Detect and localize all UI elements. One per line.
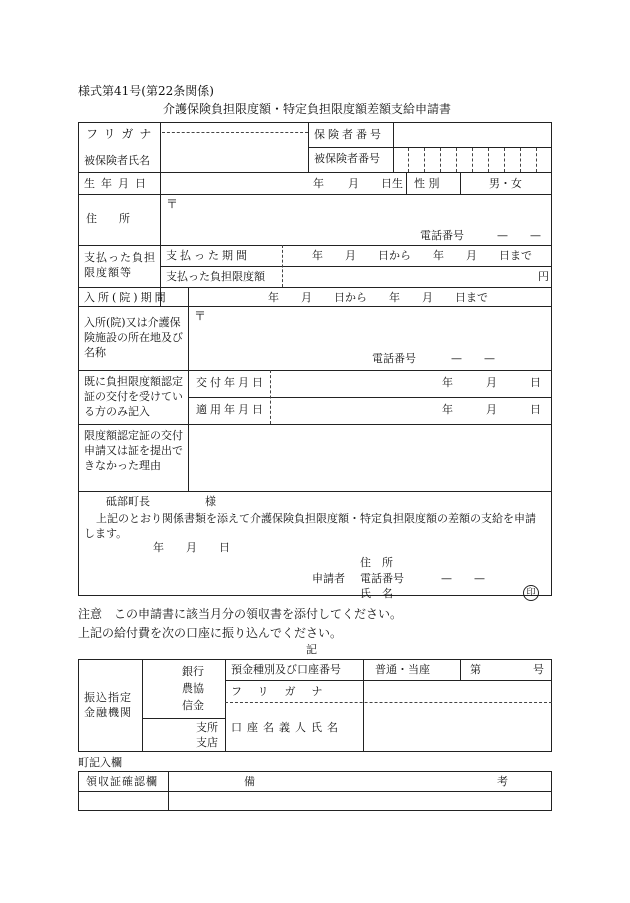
apply-date-label: 適用年月日 <box>196 403 266 416</box>
postal-mark: 〒 <box>166 197 179 211</box>
sex-options[interactable]: 男・女 <box>489 177 522 190</box>
applicant-phone-dashes: — — <box>441 572 485 585</box>
phone-label: 電話番号 <box>420 229 464 242</box>
account-type-value[interactable]: 普通・当座 <box>375 663 430 676</box>
birth-day: 日生 <box>381 177 403 190</box>
receipt-label: 領収証確認欄 <box>86 775 158 788</box>
already-label: 既に負担限度額認定証の交付を受けている方のみ記入 <box>84 375 183 418</box>
sex-label: 性 別 <box>414 177 440 190</box>
note: 注意 この申請書に該当月分の領収書を添付してください。 <box>78 607 403 621</box>
paid-period-format: 年 月 日から 年 月 日まで <box>312 249 532 262</box>
applicant-name-label: 氏 名 <box>360 587 393 600</box>
apply-date-format: 年 月 日 <box>442 403 541 416</box>
number-prefix: 第 <box>470 663 481 676</box>
applicant-address-label: 住 所 <box>360 556 393 569</box>
remarks-label: 備 考 <box>244 775 508 788</box>
facility-phone-label: 電話番号 <box>372 352 416 365</box>
number-suffix: 号 <box>533 663 544 676</box>
branch-type-shisho: 支所 <box>196 721 218 734</box>
account-furigana-label: フリガナ <box>231 685 339 698</box>
declaration-date: 年 月 日 <box>153 541 230 554</box>
birth-year: 年 <box>313 177 324 190</box>
account-type-label: 預金種別及び口座番号 <box>231 663 341 676</box>
issue-date-label: 交付年月日 <box>196 376 266 389</box>
town-section-label: 町記入欄 <box>78 756 122 769</box>
furigana-label: フリガナ <box>86 127 158 141</box>
branch-type-shiten: 支店 <box>196 736 218 749</box>
ki-label: 記 <box>306 643 317 656</box>
account-holder-label: 口座名義人氏名 <box>231 721 343 734</box>
reason-label: 限度額認定証の交付申請又は証を提出できなかった理由 <box>84 429 183 472</box>
applicant-label: 申請者 <box>312 572 345 585</box>
issue-date-format: 年 月 日 <box>442 376 541 389</box>
applicant-phone-label: 電話番号 <box>360 572 404 585</box>
insurer-number-label: 保険者番号 <box>314 128 384 141</box>
bank-type-bank: 銀行 <box>182 665 204 678</box>
facility-postal-mark: 〒 <box>194 309 207 323</box>
facility-label: 入所(院)又は介護保険施設の所在地及び名称 <box>84 316 183 359</box>
admission-format: 年 月 日から 年 月 日まで <box>268 291 488 304</box>
transfer-note: 上記の給付費を次の口座に振り込んでください。 <box>78 626 343 640</box>
facility-phone-dashes: — — <box>451 352 495 365</box>
address-label: 住 所 <box>86 212 130 225</box>
birth-month: 月 <box>348 177 359 190</box>
birth-label: 生年月日 <box>84 177 152 190</box>
insured-number-label: 被保険者番号 <box>314 152 380 165</box>
form-number: 様式第41号(第22条関係) <box>78 84 214 98</box>
bank-type-shinkin: 信金 <box>182 699 204 712</box>
declaration: 上記のとおり関係書類を添えて介護保険負担限度額・特定負担限度額の差額の支給を申請します。 <box>84 512 536 540</box>
bank-type-nokyo: 農協 <box>182 682 204 695</box>
yen-label: 円 <box>538 270 549 283</box>
phone-dashes: — — <box>497 229 541 242</box>
seal-icon: 印 <box>523 585 539 601</box>
paid-amount-label: 支払った負担限度額 <box>166 270 265 283</box>
addressee: 砥部町長 様 <box>106 495 216 508</box>
paid-period-label: 支払った期間 <box>166 249 250 262</box>
insured-name-label: 被保険者氏名 <box>84 154 150 167</box>
bank-label: 振込指定金融機関 <box>84 691 132 719</box>
paid-label: 支払った負担限度額等 <box>84 251 156 279</box>
admission-label: 入所(院)期間 <box>84 291 169 304</box>
page-title: 介護保険負担限度額・特定負担限度額差額支給申請書 <box>163 102 452 116</box>
